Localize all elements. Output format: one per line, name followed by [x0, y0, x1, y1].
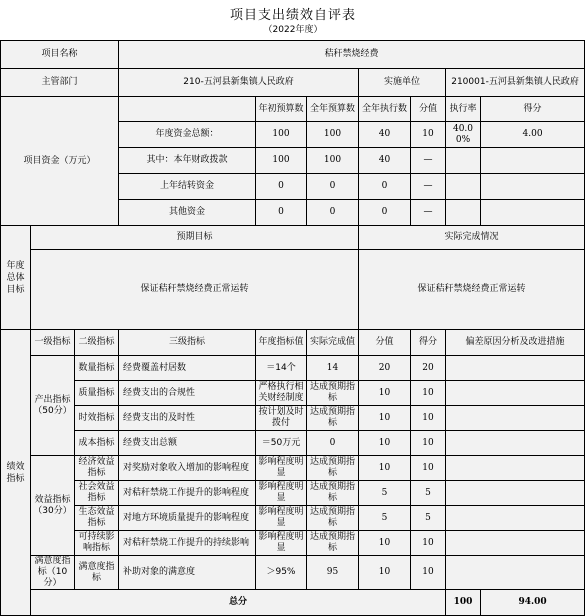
funds-cell	[446, 200, 481, 226]
funds-header-cell: 分值	[411, 97, 446, 122]
level3-cell: 对秸秆禁烧工作提升的影响程度	[119, 481, 256, 506]
perf-header-cell: 偏差原因分析及改进措施	[446, 330, 585, 356]
funds-cell: 0	[359, 200, 411, 226]
perf-header-cell: 分值	[359, 330, 411, 356]
total-got: 94.00	[481, 590, 585, 616]
got-cell: 10	[411, 406, 446, 431]
actual-cell: 达成预期指标	[307, 406, 359, 431]
funds-header-cell: 得分	[481, 97, 585, 122]
funds-label: 项目资金（万元）	[1, 97, 119, 226]
funds-cell: 40.00%	[446, 122, 481, 148]
funds-cell: —	[411, 174, 446, 200]
note-cell	[446, 531, 585, 556]
expected-goal-text: 保证秸秆禁烧经费正常运转	[31, 250, 359, 330]
note-cell	[446, 456, 585, 481]
target-cell: 影响程度明显	[256, 481, 307, 506]
target-cell: ＞95%	[256, 556, 307, 590]
expected-goal-header: 预期目标	[31, 226, 359, 250]
level2-cell: 经济效益指标	[75, 456, 119, 481]
funds-header-cell: 执行率	[446, 97, 481, 122]
level2-cell: 生态效益指标	[75, 506, 119, 531]
got-cell: 10	[411, 531, 446, 556]
score-cell: 10	[359, 531, 411, 556]
funds-cell: —	[411, 200, 446, 226]
actual-cell: 95	[307, 556, 359, 590]
score-cell: 10	[359, 431, 411, 456]
level3-cell: 经费支出的合规性	[119, 381, 256, 406]
annual-goal-label: 年度总体目标	[1, 226, 31, 330]
got-cell: 10	[411, 556, 446, 590]
got-cell: 10	[411, 456, 446, 481]
note-cell	[446, 406, 585, 431]
perf-header-cell: 年度指标值	[256, 330, 307, 356]
actual-cell: 达成预期指标	[307, 381, 359, 406]
level2-cell: 时效指标	[75, 406, 119, 431]
funds-cell: 4.00	[481, 122, 585, 148]
got-cell: 10	[411, 431, 446, 456]
note-cell	[446, 431, 585, 456]
level2-cell: 可持续影响指标	[75, 531, 119, 556]
note-cell	[446, 381, 585, 406]
got-cell: 20	[411, 356, 446, 381]
level2-cell: 成本指标	[75, 431, 119, 456]
level3-cell: 经费支出的及时性	[119, 406, 256, 431]
level3-cell: 对秸秆禁烧工作提升的持续影响	[119, 531, 256, 556]
funds-cell: 40	[359, 148, 411, 174]
table-title: 项目支出绩效自评表	[229, 8, 356, 23]
score-cell: 10	[359, 381, 411, 406]
perf-indicator-label: 绩效指标	[1, 330, 31, 616]
impl-unit-value: 210001-五河县新集镇人民政府	[446, 69, 585, 97]
dept-label: 主管部门	[1, 69, 119, 97]
total-score: 100	[446, 590, 481, 616]
funds-cell: —	[411, 148, 446, 174]
funds-cell	[481, 174, 585, 200]
note-cell	[446, 556, 585, 590]
target-cell: 影响程度明显	[256, 531, 307, 556]
level3-cell: 经费支出总额	[119, 431, 256, 456]
target-cell: 严格执行相关财经制度	[256, 381, 307, 406]
output-indicator-label: 产出指标（50分）	[31, 356, 75, 456]
actual-cell: 达成预期指标	[307, 456, 359, 481]
level2-cell: 数量指标	[75, 356, 119, 381]
project-name-value: 秸秆禁烧经费	[119, 41, 585, 69]
level3-cell: 补助对象的满意度	[119, 556, 256, 590]
score-cell: 10	[359, 456, 411, 481]
impl-unit-label: 实施单位	[359, 69, 446, 97]
funds-cell: 0	[307, 174, 359, 200]
note-cell	[446, 506, 585, 531]
funds-row-name: 上年结转资金	[119, 174, 256, 200]
actual-cell: 达成预期指标	[307, 481, 359, 506]
funds-cell: 100	[256, 122, 307, 148]
funds-row-name: 年度资金总额：	[119, 122, 256, 148]
score-cell: 5	[359, 481, 411, 506]
funds-row-name: 其中：本年财政拨款	[119, 148, 256, 174]
funds-header-cell: 全年预算数	[307, 97, 359, 122]
funds-cell: 100	[307, 148, 359, 174]
funds-cell: 0	[256, 174, 307, 200]
score-cell: 10	[359, 406, 411, 431]
perf-header-cell: 得分	[411, 330, 446, 356]
project-name-label: 项目名称	[1, 41, 119, 69]
score-cell: 10	[359, 556, 411, 590]
got-cell: 5	[411, 481, 446, 506]
got-cell: 5	[411, 506, 446, 531]
perf-header-cell: 一级指标	[31, 330, 75, 356]
funds-cell	[446, 174, 481, 200]
funds-cell: 100	[256, 148, 307, 174]
note-cell	[446, 356, 585, 381]
target-cell: ＝50万元	[256, 431, 307, 456]
performance-table	[0, 40, 585, 616]
level3-cell: 对地方环境质量提升的影响程度	[119, 506, 256, 531]
funds-cell: 0	[359, 174, 411, 200]
funds-cell: 10	[411, 122, 446, 148]
target-cell: 影响程度明显	[256, 456, 307, 481]
level2-cell: 满意度指标	[75, 556, 119, 590]
funds-cell: 100	[307, 122, 359, 148]
score-cell: 20	[359, 356, 411, 381]
funds-cell	[481, 200, 585, 226]
perf-header-cell: 实际完成值	[307, 330, 359, 356]
funds-cell: 40	[359, 122, 411, 148]
level3-cell: 对奖励对象收入增加的影响程度	[119, 456, 256, 481]
actual-cell: 0	[307, 431, 359, 456]
note-cell	[446, 481, 585, 506]
got-cell: 10	[411, 381, 446, 406]
funds-cell: 0	[256, 200, 307, 226]
target-cell: ＝14个	[256, 356, 307, 381]
actual-result-text: 保证秸秆禁烧经费正常运转	[359, 250, 585, 330]
actual-cell: 达成预期指标	[307, 506, 359, 531]
funds-header-cell: 全年执行数	[359, 97, 411, 122]
level3-cell: 经费覆盖村居数	[119, 356, 256, 381]
funds-header-cell: 年初预算数	[256, 97, 307, 122]
funds-cell: 0	[307, 200, 359, 226]
funds-header-blank	[119, 97, 256, 122]
actual-result-header: 实际完成情况	[359, 226, 585, 250]
dept-value: 210-五河县新集镇人民政府	[119, 69, 359, 97]
effect-indicator-label: 效益指标（30分）	[31, 456, 75, 556]
level2-cell: 社会效益指标	[75, 481, 119, 506]
satisfaction-indicator-label: 满意度指标（10分）	[31, 556, 75, 590]
actual-cell: 14	[307, 356, 359, 381]
level2-cell: 质量指标	[75, 381, 119, 406]
perf-header-cell: 三级指标	[119, 330, 256, 356]
perf-header-cell: 二级指标	[75, 330, 119, 356]
actual-cell: 达成预期指标	[307, 531, 359, 556]
funds-row-name: 其他资金	[119, 200, 256, 226]
funds-cell	[446, 148, 481, 174]
total-label: 总分	[31, 590, 446, 616]
target-cell: 按计划及时拨付	[256, 406, 307, 431]
score-cell: 5	[359, 506, 411, 531]
target-cell: 影响程度明显	[256, 506, 307, 531]
table-subtitle: （2022年度）	[263, 25, 323, 35]
funds-cell	[481, 148, 585, 174]
